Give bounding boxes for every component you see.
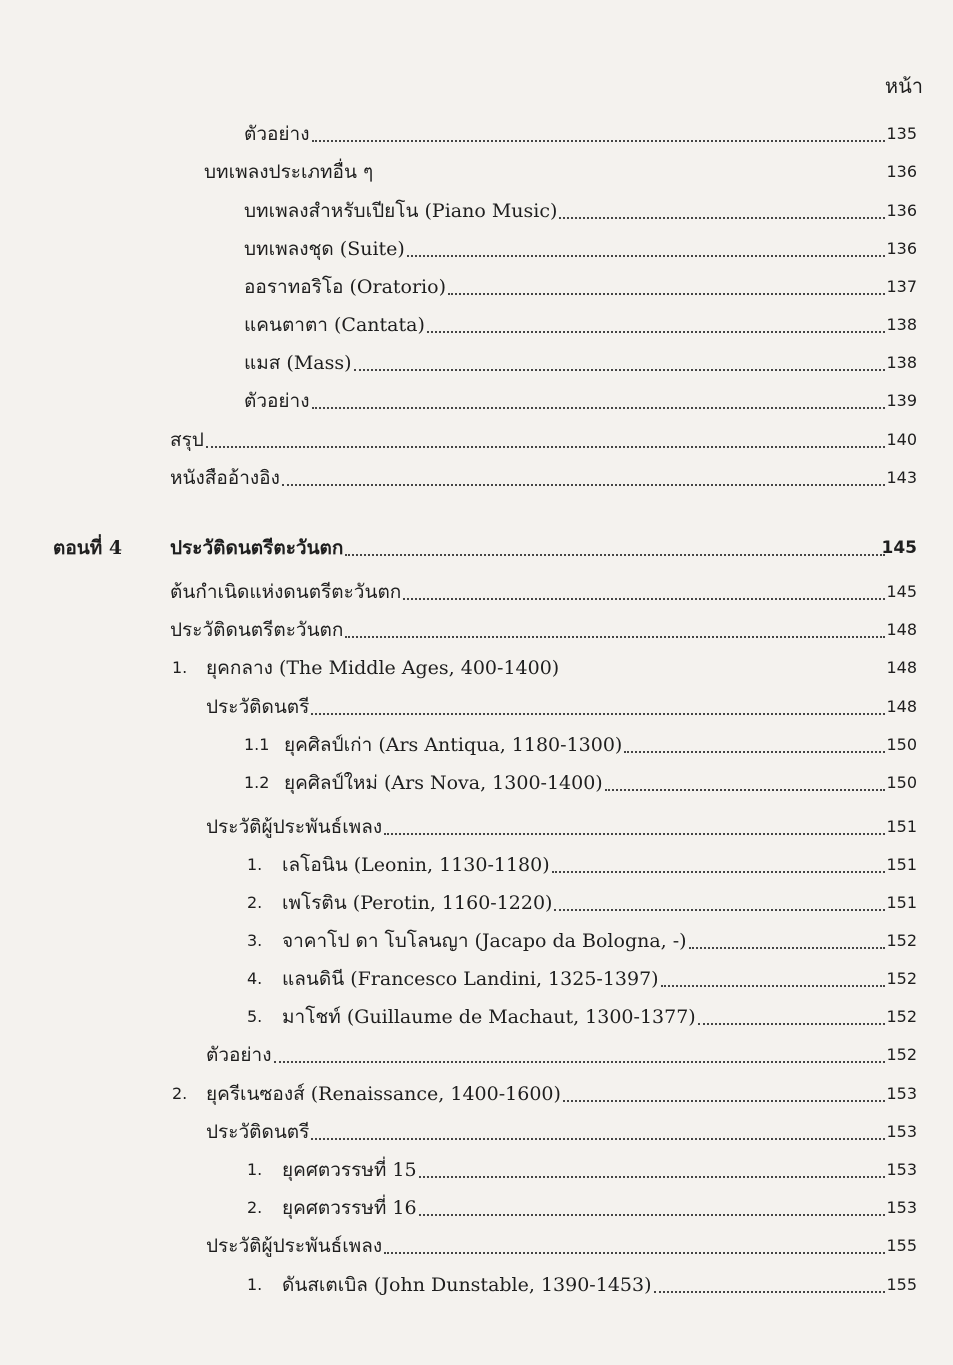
toc-entry[interactable] bbox=[0, 347, 953, 379]
toc-entry-page: 139 bbox=[886, 391, 917, 410]
toc-entry-page: 151 bbox=[886, 817, 917, 836]
toc-entry[interactable] bbox=[0, 1192, 953, 1224]
toc-entry[interactable] bbox=[0, 195, 953, 227]
toc-entry-number: 1. bbox=[247, 1269, 264, 1301]
toc-entry[interactable] bbox=[0, 1116, 953, 1148]
page-column-label: หน้า bbox=[884, 74, 923, 98]
toc-entry-title: หนังสืออ้างอิง bbox=[170, 462, 282, 494]
toc-entry[interactable] bbox=[0, 1154, 953, 1186]
toc-entry-title: จาคาโป ดา โบโลนญา (Jacapo da Bologna, -) bbox=[282, 925, 689, 957]
toc-entry-page: 138 bbox=[886, 315, 917, 334]
toc-entry-title: บทเพลงประเภทอื่น ๆ bbox=[204, 156, 375, 188]
toc-entry-number: 1.2 bbox=[244, 767, 271, 799]
toc-entry-title: ประวัติดนตรี bbox=[206, 1116, 311, 1148]
toc-entry[interactable] bbox=[0, 729, 953, 761]
toc-entry-title: ตัวอย่าง bbox=[244, 118, 312, 150]
toc-entry[interactable] bbox=[0, 424, 953, 456]
toc-entry-page: 148 bbox=[886, 620, 917, 639]
toc-entry[interactable] bbox=[0, 767, 953, 799]
toc-entry[interactable] bbox=[0, 614, 953, 646]
toc-entry-number: 2. bbox=[247, 887, 264, 919]
toc-entry-page: 150 bbox=[886, 735, 917, 754]
toc-entry-title: ออราทอริโอ (Oratorio) bbox=[244, 271, 448, 303]
toc-entry[interactable] bbox=[0, 691, 953, 723]
toc-entry-title: ประวัติดนตรี bbox=[206, 691, 311, 723]
toc-entry-number: 2. bbox=[247, 1192, 264, 1224]
toc-entry[interactable] bbox=[0, 462, 953, 494]
toc-entry-title: ยุคกลาง (The Middle Ages, 400-1400) bbox=[206, 652, 561, 684]
toc-entry[interactable] bbox=[0, 309, 953, 341]
part-number: ตอนที่ 4 bbox=[53, 537, 123, 559]
toc-entry-title: ประวัติผู้ประพันธ์เพลง bbox=[206, 1230, 384, 1262]
toc-entry-page: 148 bbox=[886, 658, 917, 677]
toc-entry-page: 155 bbox=[886, 1236, 917, 1255]
toc-entry-number: 1. bbox=[247, 1154, 264, 1186]
toc-entry-title: ตัวอย่าง bbox=[206, 1039, 274, 1071]
toc-entry[interactable] bbox=[0, 1039, 953, 1071]
toc-entry-title: เพโรติน (Perotin, 1160-1220) bbox=[282, 887, 554, 919]
toc-entry-number: 5. bbox=[247, 1001, 264, 1033]
toc-entry[interactable] bbox=[0, 1078, 953, 1110]
toc-entry[interactable] bbox=[0, 925, 953, 957]
toc-entry-title: เลโอนิน (Leonin, 1130-1180) bbox=[282, 849, 552, 881]
toc-entry-page: 143 bbox=[886, 468, 917, 487]
toc-entry[interactable] bbox=[0, 156, 953, 188]
toc-entry-number: 1.1 bbox=[244, 729, 271, 761]
toc-entry-title: ประวัติดนตรีตะวันตก bbox=[170, 614, 345, 646]
toc-entry[interactable] bbox=[0, 849, 953, 881]
toc-entry-page: 140 bbox=[886, 430, 917, 449]
toc-entry-number: 1. bbox=[247, 849, 264, 881]
toc-part-heading[interactable] bbox=[0, 532, 953, 564]
toc-entry-title: แลนดินี (Francesco Landini, 1325-1397) bbox=[282, 963, 661, 995]
toc-entry[interactable] bbox=[0, 1001, 953, 1033]
toc-entry-page: 152 bbox=[886, 931, 917, 950]
toc-entry-page: 135 bbox=[886, 124, 917, 143]
toc-entry[interactable] bbox=[0, 887, 953, 919]
toc-entry[interactable] bbox=[0, 1230, 953, 1262]
toc-entry-number: 1. bbox=[172, 652, 189, 684]
toc-entry-page: 138 bbox=[886, 353, 917, 372]
toc-entry-title: ตัวอย่าง bbox=[244, 385, 312, 417]
toc-entry-page: 153 bbox=[886, 1160, 917, 1179]
toc-entry[interactable] bbox=[0, 576, 953, 608]
toc-entry-page: 150 bbox=[886, 773, 917, 792]
toc-entry-title: บทเพลงชุด (Suite) bbox=[244, 233, 407, 265]
toc-entry-page: 148 bbox=[886, 697, 917, 716]
toc-entry-page: 137 bbox=[886, 277, 917, 296]
toc-entry-title: ยุคศตวรรษที่ 16 bbox=[282, 1192, 419, 1224]
toc-entry-page: 136 bbox=[886, 239, 917, 258]
toc-entry[interactable] bbox=[0, 1269, 953, 1301]
toc-entry-title: ต้นกำเนิดแห่งดนตรีตะวันตก bbox=[170, 576, 403, 608]
toc-entry-page: 151 bbox=[886, 893, 917, 912]
toc-entry-title: ประวัติดนตรีตะวันตก bbox=[170, 532, 345, 564]
toc-entry-title: ยุครีเนซองส์ (Renaissance, 1400-1600) bbox=[206, 1078, 563, 1110]
toc-entry-page: 145 bbox=[881, 538, 917, 558]
toc-entry-title: บทเพลงสำหรับเปียโน (Piano Music) bbox=[244, 195, 559, 227]
toc-entry-number: 2. bbox=[172, 1078, 189, 1110]
toc-entry-title: สรุป bbox=[170, 424, 206, 456]
toc-entry-title: ยุคศตวรรษที่ 15 bbox=[282, 1154, 419, 1186]
toc-entry-title: มาโชท์ (Guillaume de Machaut, 1300-1377) bbox=[282, 1001, 698, 1033]
toc-entry[interactable] bbox=[0, 233, 953, 265]
toc-entry-title: ยุคศิลป์ใหม่ (Ars Nova, 1300-1400) bbox=[284, 767, 605, 799]
toc-entry-page: 153 bbox=[886, 1122, 917, 1141]
toc-entry-title: ประวัติผู้ประพันธ์เพลง bbox=[206, 811, 384, 843]
toc-entry-page: 136 bbox=[886, 162, 917, 181]
toc-entry[interactable] bbox=[0, 811, 953, 843]
toc-entry[interactable] bbox=[0, 963, 953, 995]
toc-entry-title: ดันสเตเบิล (John Dunstable, 1390-1453) bbox=[282, 1269, 654, 1301]
toc-entry-page: 136 bbox=[886, 201, 917, 220]
toc-entry[interactable] bbox=[0, 118, 953, 150]
toc-entry-page: 152 bbox=[886, 969, 917, 988]
toc-entry-title: ยุคศิลป์เก่า (Ars Antiqua, 1180-1300) bbox=[284, 729, 624, 761]
toc-entry-page: 155 bbox=[886, 1275, 917, 1294]
toc-entry-page: 153 bbox=[886, 1198, 917, 1217]
toc-entry[interactable] bbox=[0, 652, 953, 684]
toc-entry-title: แคนตาตา (Cantata) bbox=[244, 309, 427, 341]
toc-entry-page: 152 bbox=[886, 1007, 917, 1026]
toc-entry-page: 151 bbox=[886, 855, 917, 874]
toc-entry-page: 153 bbox=[886, 1084, 917, 1103]
toc-entry[interactable] bbox=[0, 271, 953, 303]
toc-entry-number: 4. bbox=[247, 963, 264, 995]
toc-entry[interactable] bbox=[0, 385, 953, 417]
toc-entry-number: 3. bbox=[247, 925, 264, 957]
toc-entry-page: 152 bbox=[886, 1045, 917, 1064]
toc-entry-page: 145 bbox=[886, 582, 917, 601]
toc-entry-title: แมส (Mass) bbox=[244, 347, 354, 379]
